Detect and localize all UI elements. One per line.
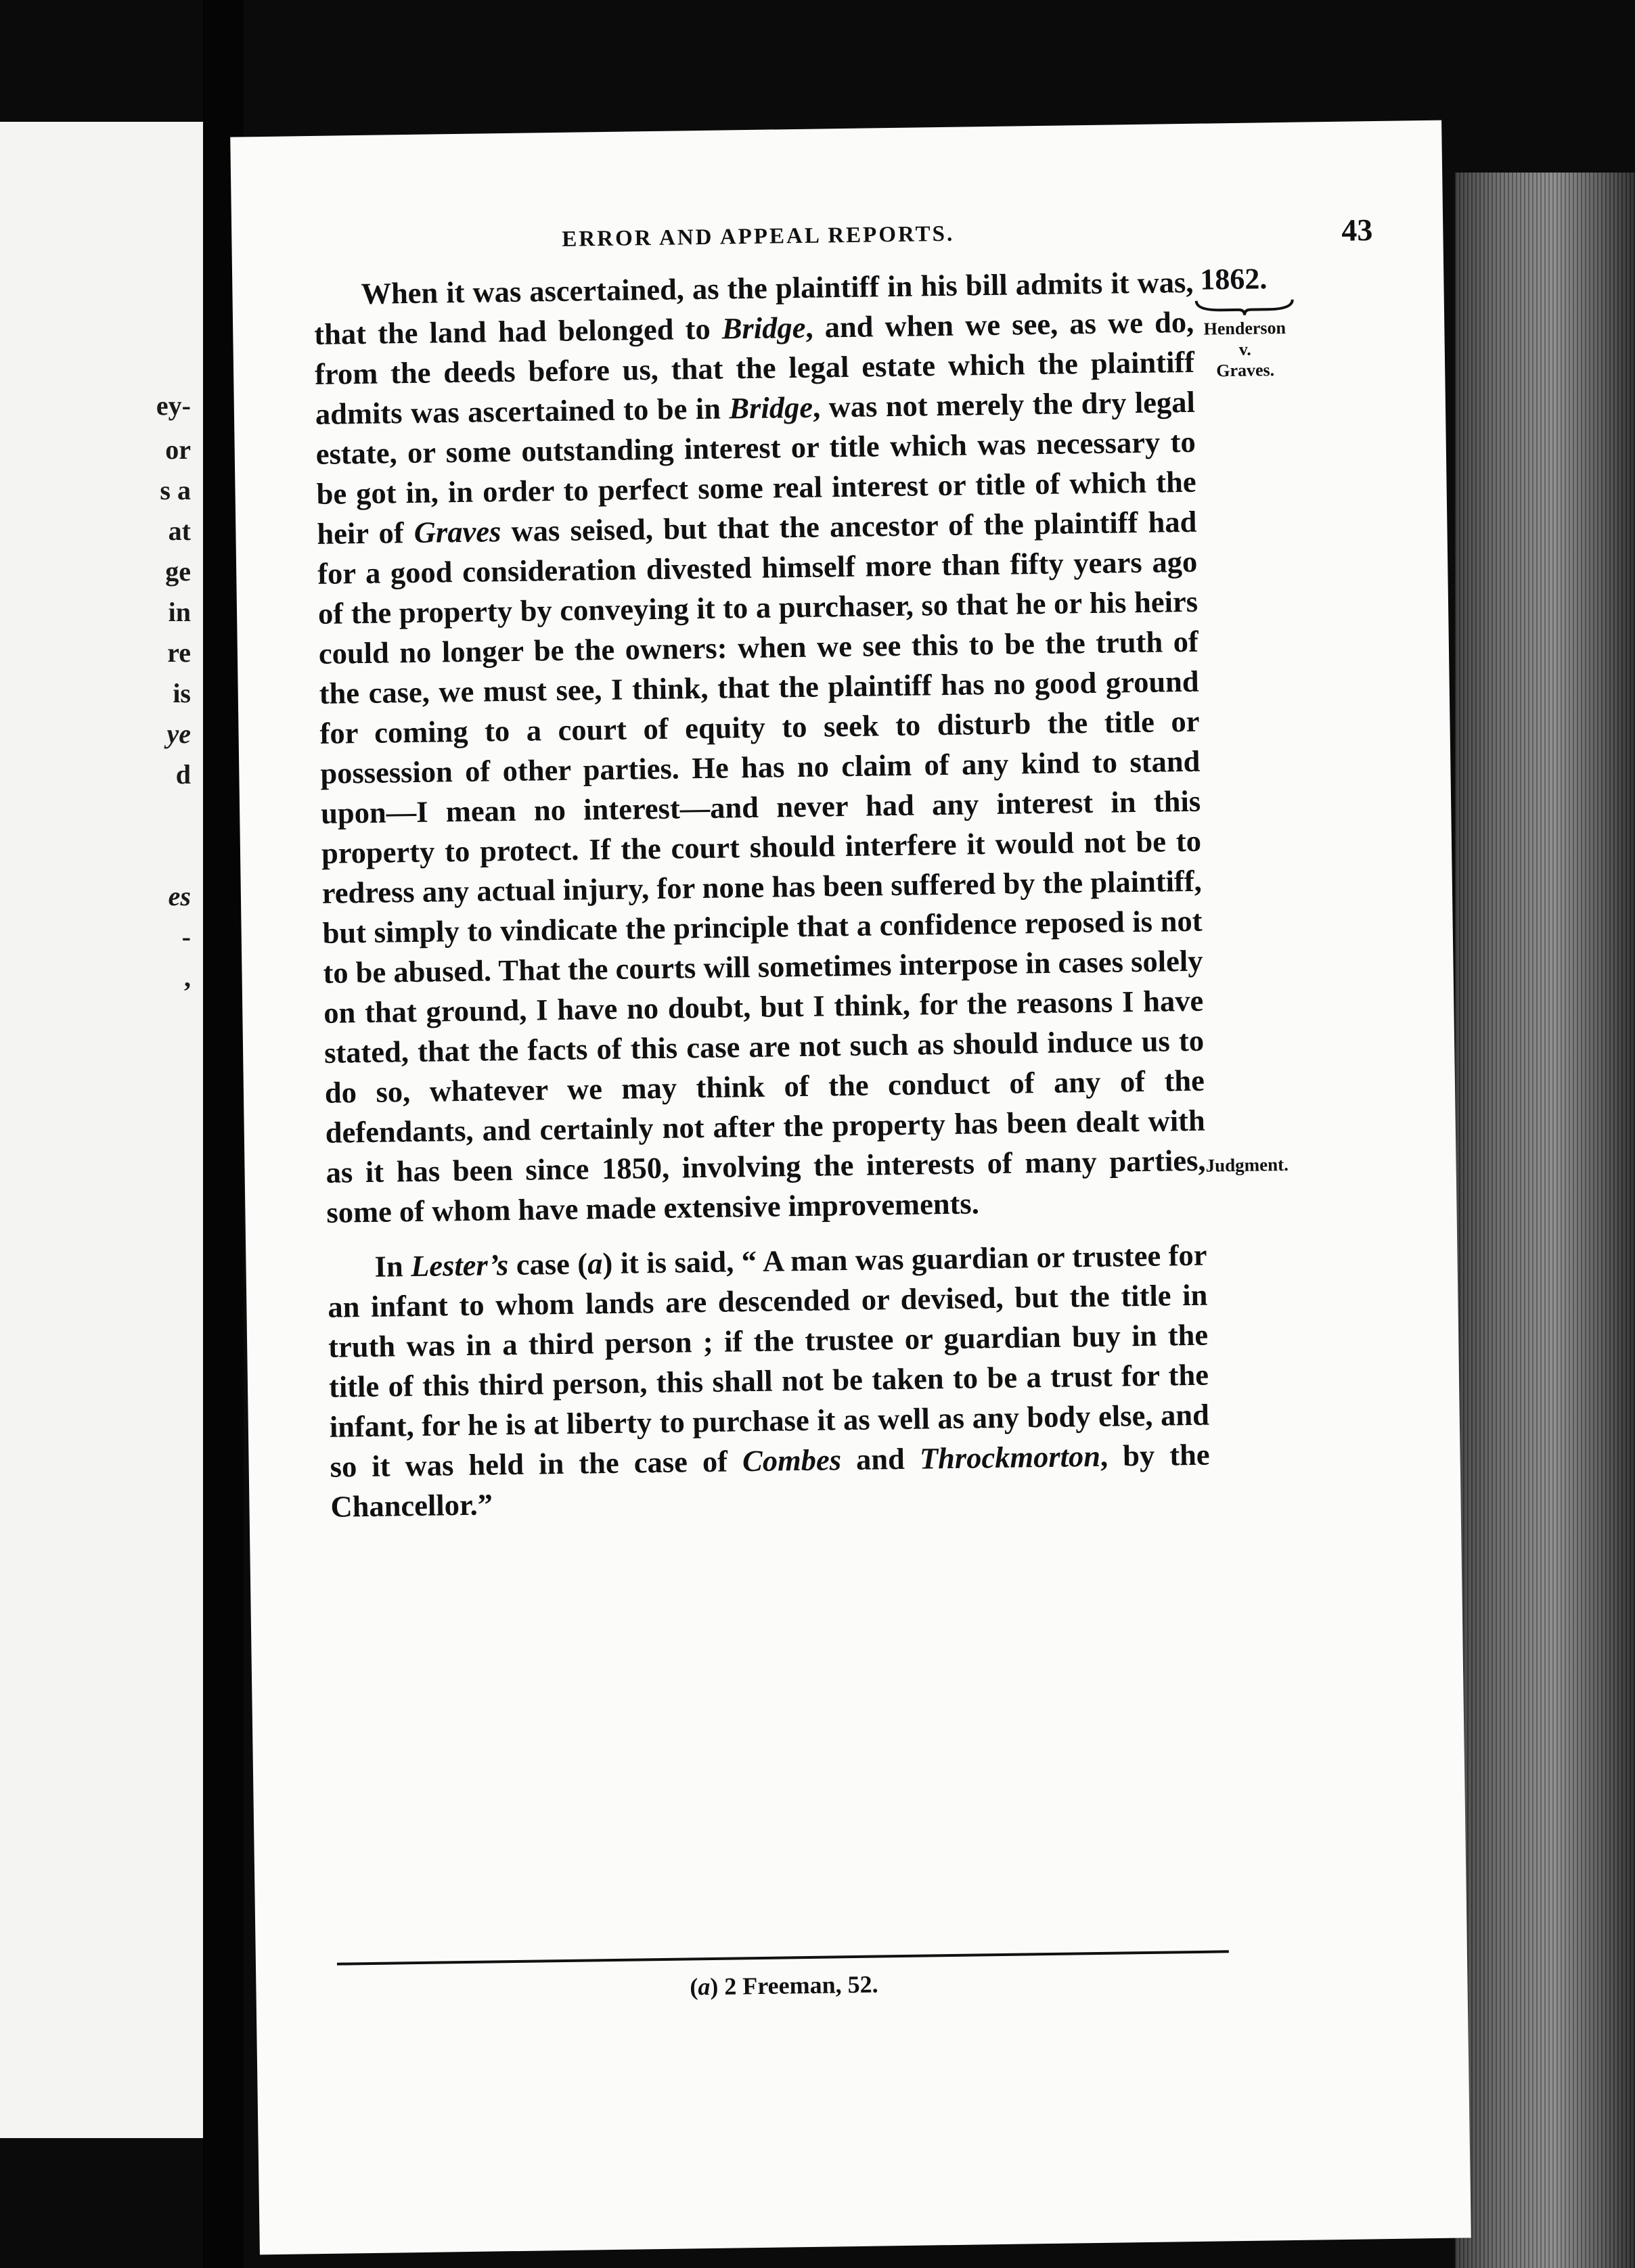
body-text <box>313 263 1211 1527</box>
left-page-fragment: is <box>173 678 191 708</box>
footnote-mark: a <box>698 1973 711 2001</box>
left-page-fragment: at <box>168 516 191 546</box>
left-page-fragment: , <box>184 962 191 993</box>
italic-case-name: Lester’s <box>410 1248 509 1284</box>
left-page-fragment: es <box>168 881 191 911</box>
text-run: When it was ascertained, as the plaintiff in his bill admits it was, that the land had belonged to <box>313 265 1194 351</box>
text-run: , and when we see, as we do, from the deeds before us, that the legal estate which the plaintiff admits was ascertained to be in <box>314 304 1195 431</box>
brace-icon <box>1194 297 1295 317</box>
text-run: and <box>841 1441 920 1477</box>
left-page-fragment: re <box>167 637 191 668</box>
paragraph <box>327 1235 1211 1527</box>
italic-case-name: Bridge <box>729 390 813 426</box>
left-page-fragment: - <box>181 922 191 952</box>
text-run: , was not merely the dry legal estate, or some outstanding interest or title which was necessary to be got in, in order to perfect some real interest or title of which the heir of <box>315 384 1196 551</box>
text-run: ) it is said, “ A man was guardian or trustee for an infant to whom lands are descended or devised, but the title in truth was in a third person ; if the trustee or guardian buy in the title of this third person, this shall not be taken to be a trust for the infant, for he is at liberty to purchase it as well as any body else, and so it was held in the case of <box>328 1238 1210 1484</box>
text-run: In <box>374 1249 411 1284</box>
left-page-fragment: or <box>165 434 191 465</box>
page-number: 43 <box>1341 212 1373 248</box>
margin-case-line: v. <box>1238 339 1251 359</box>
left-page-fragment: in <box>168 597 191 627</box>
left-page-fragment: s a <box>160 475 191 505</box>
paragraph <box>313 263 1207 1233</box>
margin-judgment: Judgment. <box>1205 1154 1289 1176</box>
footnote <box>256 1964 1312 2008</box>
left-page-fragment: ey- <box>156 390 191 421</box>
text-run: case ( <box>508 1246 588 1282</box>
footnote-reference: a <box>587 1246 603 1281</box>
page-edge-stack <box>1455 173 1635 2268</box>
italic-case-name: Combes <box>742 1443 842 1478</box>
margin-case-line: Graves. <box>1216 360 1275 381</box>
text-run: was seised, but that the ancestor of the plaintiff had for a good consideration divested himself more than fifty years ago of the property by conveying it to a purchaser, so that he or his heirs could no longer be the owners: when we see this to be the truth of the case, we must see, I think, that the plaintiff has no good ground for coming to a court of equity to seek to disturb the title or possession of other parties. He has no claim of any kind to stand upon—I mean no interest—and never had any interest in this property to protect. If the court should interfere it would not be to redress any actual injury, for none has been suffered by the plaintiff, but simply to vindicate the principle that a confidence reposed is not to be abused. That the courts will sometimes interpose in cases solely on that ground, I have no doubt, but I think, for the reasons I have stated, that the facts of this case are not such as should induce us to do so, whatever we may think of the conduct of any of the defendants, and certainly not after the property has been dealt with as it has been since 1850, involving the interests of many parties, some of whom have made extensive improvements. <box>317 504 1206 1229</box>
italic-case-name: Graves <box>413 514 501 549</box>
footnote-rule <box>337 1950 1229 1965</box>
margin-case-line: Henderson <box>1203 317 1286 339</box>
italic-case-name: Throckmorton <box>919 1438 1101 1476</box>
margin-case-name <box>1180 317 1309 382</box>
text-run: ( <box>690 1973 698 2001</box>
text-run: ) 2 Freeman, 52. <box>710 1970 878 2001</box>
left-page-fragment: ge <box>165 556 191 587</box>
left-page-fragment: d <box>175 759 191 790</box>
left-page-fragment: ye <box>166 719 191 749</box>
italic-case-name: Bridge <box>721 310 806 346</box>
margin-year: 1862. <box>1199 262 1268 296</box>
text-run: , by the Chancellor.” <box>330 1437 1210 1524</box>
book-page <box>230 120 1471 2255</box>
left-facing-page <box>0 122 203 2138</box>
running-head: ERROR AND APPEAL REPORTS. <box>562 221 955 252</box>
